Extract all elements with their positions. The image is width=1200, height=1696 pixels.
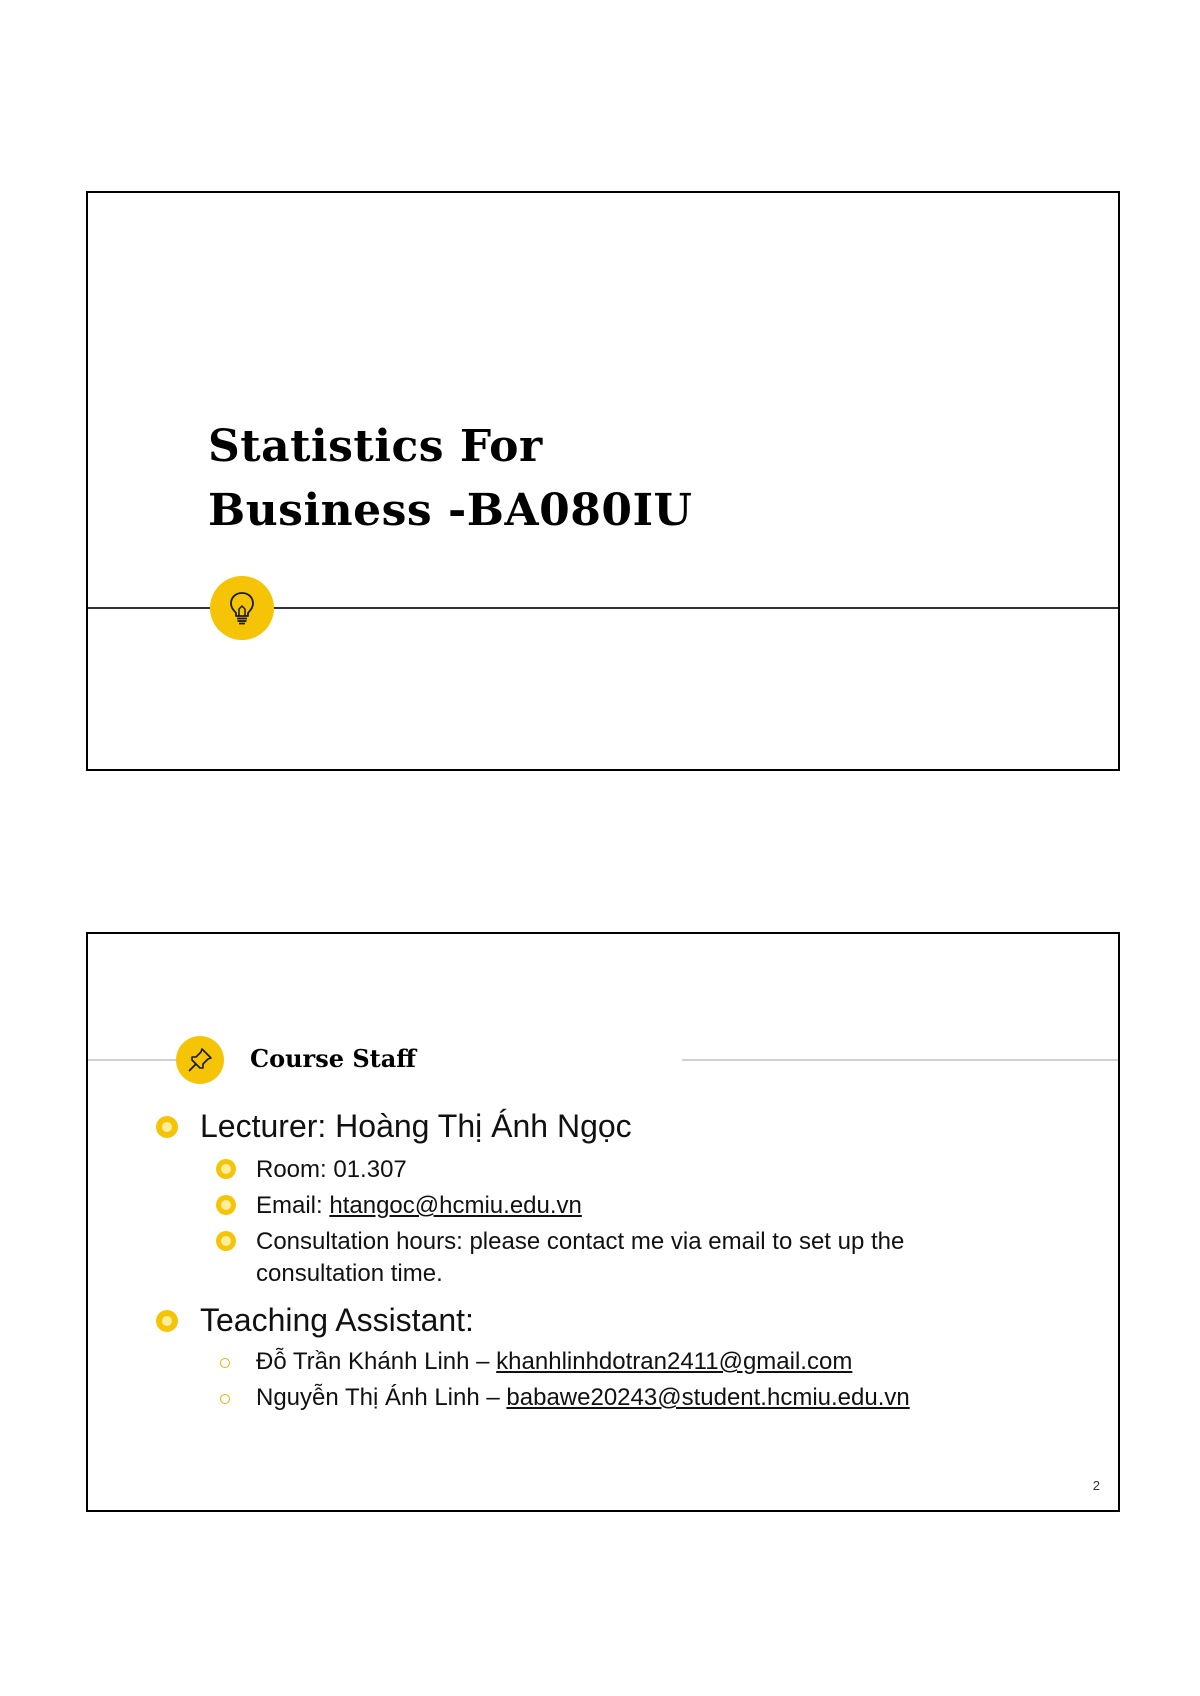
bullet-icon [216, 1231, 236, 1251]
bullet-icon [156, 1116, 178, 1138]
lightbulb-badge [210, 576, 274, 640]
assistant-1-email-link[interactable]: khanhlinhdotran2411@gmail.com [496, 1348, 853, 1375]
heading-divider-left [88, 1059, 184, 1061]
slide-title-line-1: Statistics For [208, 421, 543, 472]
pushpin-icon [187, 1047, 213, 1073]
circle-bullet-icon [220, 1358, 230, 1368]
email-prefix: Email: [256, 1192, 330, 1219]
assistant-2-email-link[interactable]: babawe20243@student.hcmiu.edu.vn [506, 1384, 910, 1411]
page-number: 2 [1092, 1478, 1100, 1493]
lecturer-label: Lecturer: Hoàng Thị Ánh Ngọc [200, 1108, 632, 1144]
slide-title-line-2: Business -BA080IU [208, 485, 693, 536]
circle-bullet-icon [220, 1394, 230, 1404]
title-slide [86, 191, 1120, 771]
consultation-text-line-1: Consultation hours: please contact me via email to set up the [256, 1228, 905, 1255]
lecturer-email-link[interactable]: htangoc@hcmiu.edu.vn [329, 1192, 582, 1219]
lightbulb-icon [226, 590, 258, 626]
bullet-icon [216, 1159, 236, 1179]
section-heading: Course Staff [250, 1044, 417, 1073]
consultation-text-line-2: consultation time. [256, 1260, 443, 1287]
bullet-icon [216, 1195, 236, 1215]
heading-divider-right [682, 1059, 1118, 1061]
teaching-assistant-label: Teaching Assistant: [200, 1302, 474, 1338]
course-staff-slide [86, 932, 1120, 1512]
assistant-1-name: Đỗ Trần Khánh Linh – [256, 1348, 497, 1375]
room-text: Room: 01.307 [256, 1156, 407, 1183]
assistant-2-name: Nguyễn Thị Ánh Linh – [256, 1384, 507, 1411]
pushpin-badge [176, 1036, 224, 1084]
bullet-icon [156, 1310, 178, 1332]
